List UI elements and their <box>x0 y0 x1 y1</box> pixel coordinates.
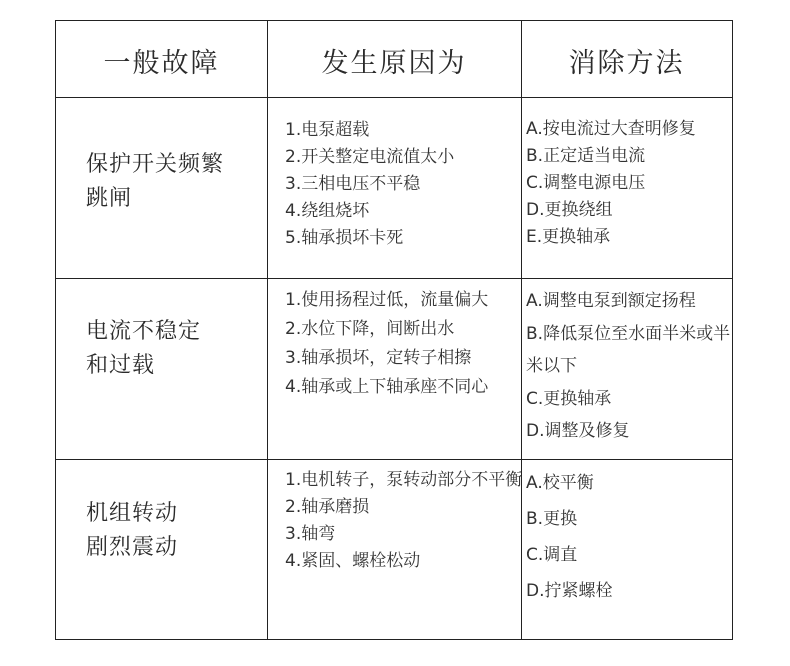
cause-item: 1.电泵超载 <box>285 120 370 140</box>
solution-item: D.更换绕组 <box>526 200 613 220</box>
solution-list-row-1 <box>526 116 732 251</box>
cause-item: 1.电机转子，泵转动部分不平衡 <box>285 470 523 490</box>
column-divider <box>267 21 268 639</box>
header-solution: 消除方法 <box>568 47 685 79</box>
cause-item: 4.轴承或上下轴承座不同心 <box>285 377 489 397</box>
fault-text: 机组转动 <box>86 501 179 526</box>
fault-text: 跳闸 <box>86 186 133 211</box>
cause-item: 3.轴承损坏，定转子相擦 <box>285 348 472 368</box>
cause-list-row-1 <box>285 117 523 252</box>
solution-item: B.更换 <box>526 509 578 529</box>
fault-text: 和过载 <box>86 353 156 378</box>
solution-item: A.按电流过大查明修复 <box>526 119 696 139</box>
solution-item: A.调整电泵到额定扬程 <box>526 291 696 311</box>
solution-item: C.调整电源电压 <box>526 173 646 193</box>
solution-list-row-3 <box>526 465 732 609</box>
solution-item: B.正定适当电流 <box>526 146 646 166</box>
cause-item: 3.轴弯 <box>285 524 336 544</box>
cause-list-row-3 <box>285 467 523 575</box>
cause-item: 3.三相电压不平稳 <box>285 174 421 194</box>
cause-item: 4.紧固、螺栓松动 <box>285 551 421 571</box>
fault-cell-row-3 <box>86 497 266 565</box>
cause-item: 1.使用扬程过低，流量偏大 <box>285 290 489 310</box>
fault-text: 电流不稳定 <box>86 319 202 344</box>
header-fault: 一般故障 <box>103 47 220 79</box>
row-divider <box>56 278 732 279</box>
solution-list-row-2 <box>526 285 732 448</box>
solution-item: C.更换轴承 <box>526 388 612 409</box>
cause-item: 5.轴承损坏卡死 <box>285 228 404 248</box>
solution-item: B.降低泵位至水面半米或半米以下 <box>526 323 731 376</box>
solution-item: D.拧紧螺栓 <box>526 581 613 601</box>
solution-item: A.校平衡 <box>526 473 594 493</box>
solution-item: D.调整及修复 <box>526 421 630 441</box>
fault-table <box>55 20 733 640</box>
cause-item: 2.水位下降，间断出水 <box>285 319 455 339</box>
fault-text: 剧烈震动 <box>86 535 179 560</box>
fault-cell-row-1 <box>86 148 266 216</box>
cause-item: 2.开关整定电流值太小 <box>285 147 455 167</box>
fault-text: 保护开关频繁 <box>86 152 225 177</box>
cause-list-row-2 <box>285 286 523 402</box>
cause-item: 4.绕组烧坏 <box>285 201 370 221</box>
cause-item: 2.轴承磨损 <box>285 497 370 517</box>
header-cause: 发生原因为 <box>321 47 467 79</box>
solution-item: E.更换轴承 <box>526 227 611 247</box>
fault-cell-row-2 <box>86 315 266 383</box>
row-divider <box>56 459 732 460</box>
solution-item: C.调直 <box>526 545 578 565</box>
